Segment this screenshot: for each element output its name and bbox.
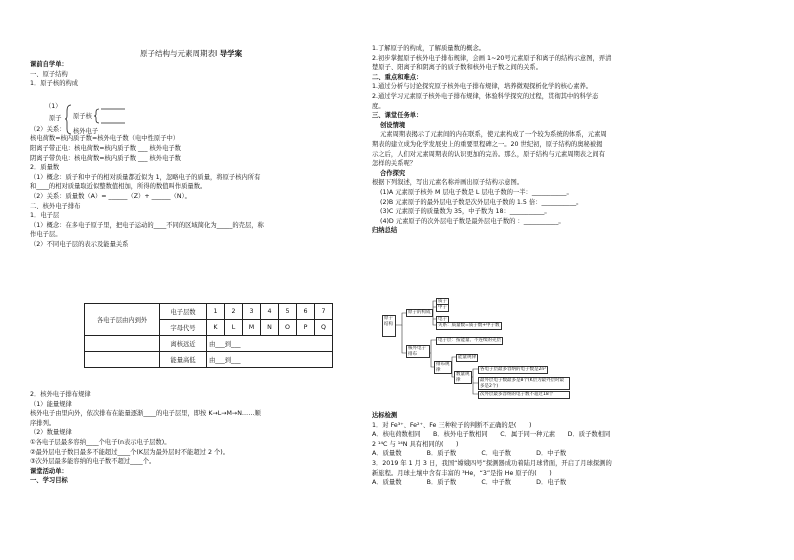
- layer-number-5: 5: [279, 304, 297, 320]
- heading-cooperation: 合作探究: [380, 169, 406, 177]
- left-column-lower: [30, 390, 380, 486]
- rule-6: ②最外层电子数目最多不能超过____个(K层为最外层时不能超过 2 个)。: [30, 448, 230, 456]
- rule-4: （2）数量规律: [30, 429, 72, 437]
- relation-3: 阴离子带负电：核电荷数=核内质子数 ___ 核外电子数: [30, 154, 181, 162]
- layer-number-1: 1: [207, 304, 225, 320]
- leaf-electron: 电子: [438, 317, 447, 322]
- table-row: [85, 352, 333, 368]
- node-atom-structure: 原子结构: [382, 315, 396, 337]
- outer-electron-label: 核外电子: [73, 128, 99, 135]
- goal-2a: 2.初步掌握原子核外电子排布规律，会画 1~20号元素原子和离子的结构示意图，弄清: [372, 54, 612, 62]
- goal-2b: 楚原子、阳离子和阴离子的质子数和核外电子数之间的关系。: [372, 64, 543, 72]
- relation-1: 核电荷数=核内质子数=核外电子数（电中性原子中）: [30, 135, 180, 143]
- section-activity: 课堂活动单：: [30, 467, 68, 475]
- question-3b: 新旅程。月球土壤中含有丰富的 ³He，“3”是指 He 原子的( ): [372, 469, 552, 477]
- electron-layer-table: [84, 303, 333, 368]
- heading-class-tasks: 三、课堂任务单：: [372, 112, 423, 120]
- right-column-lower: [372, 411, 764, 488]
- cooperation-a: (1)A 元素原子核外 M 层电子数是 L 层电子数的一半：___________。: [380, 188, 573, 196]
- atom-label: 原子: [49, 115, 62, 122]
- letter-q: Q: [315, 320, 333, 336]
- heading-arrangement-rules: 2．核外电子排布规律: [30, 391, 91, 398]
- rule-2: 核外电子由里向外，依次排布在能量逐渐____的电子层里，即按 K→L→M→N……顺: [30, 410, 261, 418]
- key-2a: 2.通过学习元素原子核外电子排布规律，体验科学探究的过程，贯彻其中的科学态: [372, 92, 599, 100]
- leaf-neutron: 中子: [438, 305, 447, 310]
- goal-1: 1.了解原子的构成，了解质量数的概念。: [372, 45, 486, 52]
- title-suffix: 导学案: [219, 49, 243, 58]
- table-empty-cell: [85, 352, 160, 368]
- table-empty-cell: [85, 336, 160, 352]
- scenario-4: 怎样的关系呢？: [372, 160, 417, 168]
- layer-number-7: 7: [315, 304, 333, 320]
- layer-number-3: 3: [243, 304, 261, 320]
- nucleus-label: 原子核: [73, 113, 92, 120]
- title-main: 原子结构与元素周期表Ⅰ: [140, 49, 218, 58]
- mass-number-1: （1）概念：质子和中子的相对质量都近似为 1，忽略电子的质量，将原子核内所有: [30, 173, 261, 181]
- rule-1: （1）能量规律: [30, 400, 72, 408]
- heading-electron-arrangement: 二、核外电子排布: [30, 202, 81, 210]
- cooperation-intro: 根据下列叙述，写出元素名称并画出原子结构示意图。: [372, 179, 524, 187]
- leaf-proton: 质子: [438, 299, 447, 304]
- layer-1: （1）概念：在多电子原子里，把电子运动的____不同的区域简化为_____的壳层，称: [30, 221, 264, 229]
- question-1: 1．对 Fe³⁺、Fe²⁺、Fe 三种粒子的判断不正确的是( ): [372, 421, 532, 429]
- left-column: [30, 60, 380, 250]
- leaf-outer-max: 最外层电子数最多是8个(K层为最外层时最多是2个): [478, 377, 570, 390]
- node-arrangement-rules: 排布规律: [434, 361, 452, 374]
- relation-heading: （2）关系：: [30, 125, 66, 133]
- key-1: 1.通过分析与讨论探究原子核外电子排布规律，培养微观探析化学的核心素养。: [372, 83, 593, 91]
- letter-o: O: [279, 320, 297, 336]
- question-3-options: A．质量数 B．质子数 C．中子数 D．电子数: [372, 479, 567, 487]
- energy-value: 由___到___: [207, 352, 333, 368]
- leaf-mass-relation: 关系：质量数=质子数+中子数: [438, 323, 500, 328]
- letter-l: L: [225, 320, 243, 336]
- section-self-study: 课前自学单：: [30, 61, 68, 68]
- distance-value: 由___到___: [207, 336, 333, 352]
- heading-check: 达标检测: [372, 412, 398, 419]
- rule-3: 序排列。: [30, 419, 56, 427]
- header-letter-code: 字母代号: [160, 320, 207, 336]
- heading-mass-number: 2．质量数: [30, 164, 60, 172]
- heading-electron-layer: 1．电子层: [30, 212, 60, 220]
- rule-5: ①各电子层最多容纳____个电子(n表示电子层数)。: [30, 438, 171, 446]
- letter-k: K: [207, 320, 225, 336]
- question-3a: 3．2019 年 1 月 3 日，我国“嫦娥四号”探测器成功着陆月球背面，开启了月球探测的: [372, 459, 612, 467]
- heading-summary: 归纳总结: [372, 227, 398, 235]
- table-row: [85, 304, 333, 320]
- layer-number-6: 6: [297, 304, 315, 320]
- letter-m: M: [243, 320, 261, 336]
- layer-2: 作电子层。: [30, 231, 62, 239]
- right-column: [372, 44, 764, 236]
- leaf-second-outer-max: 次外层最多容纳的电子数不超过18个: [478, 391, 570, 399]
- heading-scenario: 创设情境: [380, 121, 406, 129]
- node-electron-arrangement: 核外电子排布: [406, 345, 430, 358]
- header-distance: 离核远近: [160, 336, 207, 352]
- heading-nucleus: 1．原子核的构成: [30, 80, 79, 88]
- cooperation-d: (4)D 元素原子的次外层电子数是最外层电子数的 ：___________。: [380, 217, 565, 225]
- node-atom-composition: 原子的构成: [408, 310, 431, 315]
- leaf-electron-layer: 电子层：按能量、不连续的壳层: [438, 338, 501, 343]
- cooperation-b: (2)B 元素原子的最外层电子数是次外层电子数的 1.5 倍：___________。: [380, 198, 583, 206]
- summary-concept-diagram: [380, 295, 580, 405]
- header-energy: 能量高低: [160, 352, 207, 368]
- mass-number-2: 和____的相对质量取近似整数值相加，所得的数值叫作质量数。: [30, 183, 207, 191]
- leaf-max-electrons: 各电子层最多容纳的电子数是2n²: [480, 367, 547, 372]
- rule-7: ③次外层最多能容纳的电子数不超过____个。: [30, 458, 156, 466]
- scenario-3: 示之后，人们对元素周期表的认识更加的完善。那么，原子结构与元素周期表之间有: [372, 150, 605, 158]
- leaf-energy-rule: 能量规律: [458, 355, 476, 360]
- question-2: 2 ¹⁴C 与 ¹⁴N 具有相同的( ): [372, 440, 459, 448]
- key-2b: 度。: [372, 102, 385, 110]
- heading-key-points: 二、重点和难点：: [372, 73, 423, 81]
- relation-2: 阳离子带正电：核电荷数=核内质子数 ___ 核外电子数: [30, 144, 181, 152]
- node-quantity-rule: 数量规律: [454, 371, 472, 384]
- table-row: [85, 336, 333, 352]
- layer-number-2: 2: [225, 304, 243, 320]
- mass-number-3: （2）关系：质量数（A）= ______（Z）+ ______（N）。: [30, 192, 191, 200]
- header-layer-number: 电子层数: [160, 304, 207, 320]
- heading-learning-goals: 一、学习目标: [30, 477, 68, 485]
- table-row-label: 各电子层由内到外: [85, 304, 160, 336]
- question-2-options: A．质量数 B．质子数 C．电子数 D．中子数: [372, 450, 567, 458]
- layer-number-4: 4: [261, 304, 279, 320]
- scenario-1: 元素周期表揭示了元素间的内在联系，使元素构成了一个较为系统的体系，元素周: [380, 131, 607, 139]
- question-1-options: A．核电荷数相同 B．核外电子数相同 C．属于同一种元素 D．质子数相同: [372, 431, 611, 439]
- layer-3: （2）不同电子层的表示及能量关系: [30, 240, 129, 248]
- letter-p: P: [297, 320, 315, 336]
- cooperation-c: (3)C 元素原子的质量数为 35，中子数为 18：___________。: [380, 208, 551, 216]
- paren-1: （1）: [45, 103, 62, 110]
- page-title: [140, 48, 242, 59]
- scenario-2: 期表的建立成为化学发展史上的重要里程碑之一。20 世纪初，原子结构的奥秘被揭: [372, 140, 603, 148]
- heading-atom-structure: 一、原子结构: [30, 70, 68, 78]
- letter-n: N: [261, 320, 279, 336]
